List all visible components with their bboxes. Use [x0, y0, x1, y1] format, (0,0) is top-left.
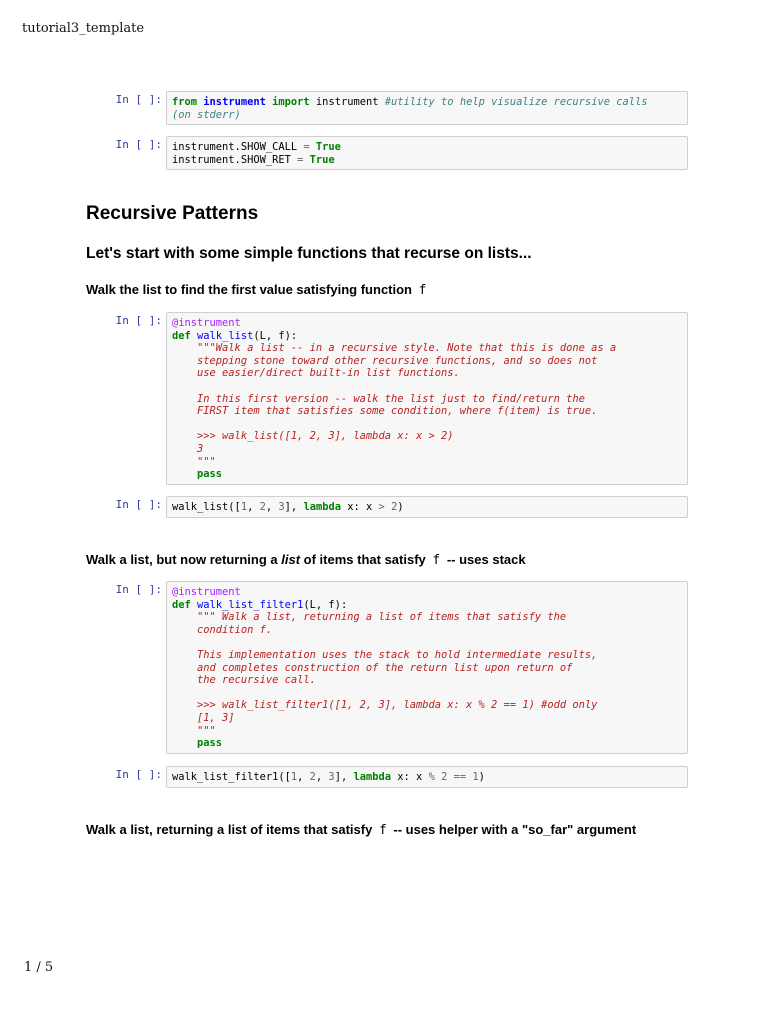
heading-code: f — [378, 823, 387, 838]
bracket-close: ], — [334, 771, 354, 783]
code-text — [172, 771, 682, 784]
function-name: walk_list — [197, 329, 254, 342]
input-prompt: In [ ]: — [115, 498, 162, 511]
code-text — [172, 96, 682, 121]
heading-text: Walk a list, but now returning a — [86, 552, 282, 567]
heading-code: f — [432, 553, 441, 568]
heading-walk-list — [86, 282, 686, 299]
import-name: instrument — [309, 96, 385, 108]
number: 3 — [328, 771, 335, 783]
number: 2 — [309, 771, 316, 783]
operator: % — [428, 771, 435, 783]
page-number: 1 / 5 — [24, 960, 54, 975]
decorator: @instrument — [172, 317, 241, 329]
number: 2 — [391, 501, 398, 513]
section-title: Recursive Patterns — [86, 203, 259, 224]
number: 2 — [441, 771, 448, 783]
keyword-from: from — [172, 96, 198, 108]
true-literal: True — [309, 153, 335, 166]
keyword-import: import — [272, 96, 310, 108]
assign-operator: = — [303, 141, 310, 153]
code-input-box[interactable] — [166, 136, 688, 170]
decorator: @instrument — [172, 586, 241, 598]
keyword-lambda: lambda — [353, 771, 392, 783]
heading-text: Walk a list, returning a list of items that satisfy — [86, 822, 373, 837]
number: 1 — [472, 771, 479, 783]
operator: > — [378, 501, 385, 513]
code-input-box[interactable] — [166, 581, 688, 754]
input-prompt: In [ ]: — [115, 138, 162, 151]
code-input-box[interactable] — [166, 766, 688, 788]
operator: == — [453, 771, 467, 783]
heading-emphasis: list — [281, 552, 301, 567]
heading-text: -- uses stack — [446, 552, 526, 567]
call-name: walk_list([ — [172, 501, 241, 513]
heading-text: of items that satisfy — [300, 552, 426, 567]
input-prompt: In [ ]: — [115, 93, 162, 106]
heading-text: Walk the list to find the first value satisfying function — [86, 282, 412, 297]
number: 3 — [278, 501, 285, 513]
page-header-title: tutorial3_template — [22, 21, 145, 36]
code-text — [172, 141, 682, 166]
code-text — [172, 317, 682, 481]
function-name: walk_list_filter1 — [197, 598, 304, 611]
number: 2 — [259, 501, 266, 513]
docstring: """Walk a list -- in a recursive style. Note that this is done as a stepping stone toward other recursive functions, and so does not use easier/direct built-in list functions. In this first version -- walk the list just to find/return the FIRST item that satisfies some condition, where f(item) is true. >>> walk_list([1, 2, 3], lambda x: x > 2) 3 """ — [197, 342, 617, 468]
code-text — [172, 586, 682, 750]
keyword-lambda: lambda — [303, 501, 341, 513]
function-params: (L, f): — [303, 598, 348, 611]
number: 1 — [240, 501, 248, 513]
separator: , — [315, 771, 329, 783]
heading-code: f — [418, 283, 427, 298]
code-input-box[interactable] — [166, 496, 688, 518]
call-name: walk_list_filter1([ — [172, 771, 291, 783]
assign-operator: = — [297, 153, 304, 166]
bracket-close: ], — [284, 501, 304, 513]
setting-show-ret: instrument.SHOW_RET — [172, 153, 298, 166]
keyword-pass: pass — [197, 737, 223, 750]
module-name: instrument — [203, 96, 266, 108]
input-prompt: In [ ]: — [115, 314, 162, 327]
function-params: (L, f): — [253, 329, 298, 342]
code-text — [172, 501, 682, 514]
input-prompt: In [ ]: — [115, 768, 162, 781]
separator: , — [247, 501, 260, 513]
true-literal: True — [315, 141, 341, 153]
heading-filter1 — [86, 552, 686, 569]
heading-text: -- uses helper with a "so_far" argument — [393, 822, 637, 837]
setting-show-call: instrument.SHOW_CALL — [172, 141, 304, 153]
paren-close: ) — [478, 771, 485, 783]
code-comment: #utility to help visualize recursive calls — [384, 96, 648, 108]
number: 1 — [290, 771, 298, 783]
code-comment-wrap: (on stderr) — [172, 108, 241, 121]
section-subtitle: Let's start with some simple functions that recurse on lists... — [86, 245, 532, 262]
separator: , — [297, 771, 310, 783]
separator: , — [265, 501, 279, 513]
code-input-box[interactable] — [166, 91, 688, 125]
lambda-body: x: x — [391, 771, 429, 783]
code-input-box[interactable] — [166, 312, 688, 485]
keyword-def: def — [172, 598, 191, 611]
heading-filter2 — [86, 822, 646, 839]
keyword-def: def — [172, 329, 191, 342]
docstring: """ Walk a list, returning a list of items that satisfy the condition f. This implementation uses the stack to hold intermediate results, and completes construction of the return list upon return of the recursive call. >>> walk_list_filter1([1, 2, 3], lambda x: x % 2 == 1) #odd only [1, 3] """ — [197, 611, 598, 737]
keyword-pass: pass — [197, 468, 223, 481]
input-prompt: In [ ]: — [115, 583, 162, 596]
paren-close: ) — [397, 501, 404, 513]
lambda-body: x: x — [340, 501, 379, 513]
